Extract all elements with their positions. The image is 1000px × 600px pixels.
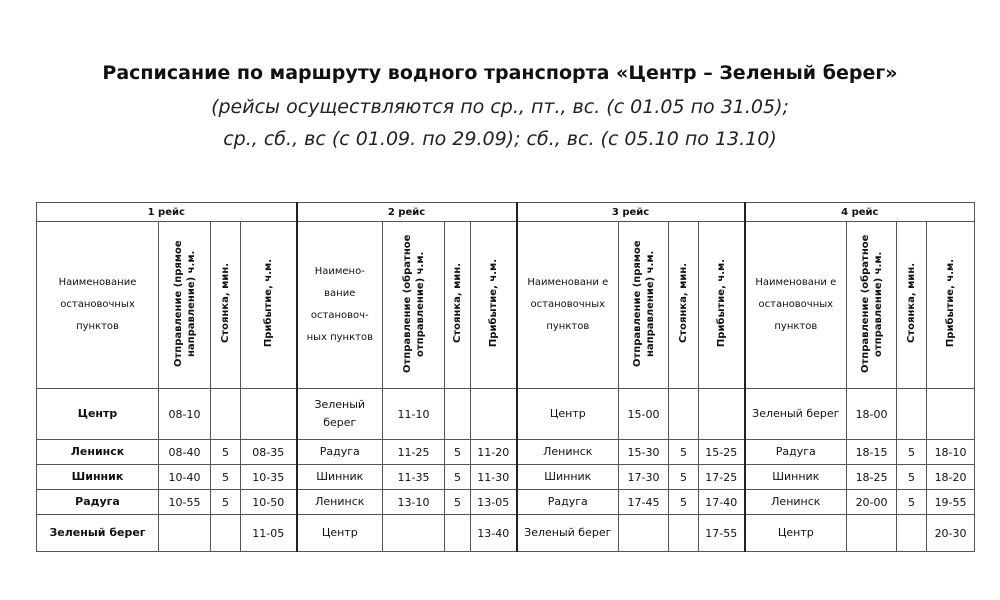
stop-duration [211, 389, 241, 440]
stop-name: Ленинск [37, 440, 159, 465]
departure-header [159, 222, 211, 389]
arrival-header [699, 222, 745, 389]
arrival-time [241, 389, 297, 440]
departure-time: 17-45 [619, 490, 669, 515]
stop-name: Центр [745, 515, 847, 552]
stop-duration: 5 [445, 465, 471, 490]
stop-name: Зеленый берег [297, 389, 383, 440]
departure-time: 11-25 [383, 440, 445, 465]
stop-name: Зеленый берег [37, 515, 159, 552]
table-row [37, 515, 975, 552]
table-row [37, 389, 975, 440]
departure-time: 15-00 [619, 389, 669, 440]
stop-duration: 5 [445, 490, 471, 515]
departure-time [619, 515, 669, 552]
stop-name: Радуга [37, 490, 159, 515]
stop-header [897, 222, 927, 389]
stop-name: Ленинск [517, 440, 619, 465]
trip-header-row [37, 203, 975, 222]
departure-header-text: Отправление (прямое направление) ч.м. [172, 240, 197, 367]
departure-time: 10-55 [159, 490, 211, 515]
stop-name: Радуга [517, 490, 619, 515]
departure-time: 15-30 [619, 440, 669, 465]
departure-time [159, 515, 211, 552]
arrival-header-text: Прибытие, ч.м. [945, 259, 957, 348]
departure-time: 10-40 [159, 465, 211, 490]
departure-header [847, 222, 897, 389]
departure-time: 18-00 [847, 389, 897, 440]
schedule-period-line-2: ср., сб., вс (с 01.09. по 29.09); сб., вс. (с 05.10 по 13.10) [223, 128, 777, 150]
arrival-time [699, 389, 745, 440]
stop-duration: 5 [669, 440, 699, 465]
stop-name-header: Наименовани е остановочных пунктов [745, 222, 847, 389]
schedule-table [36, 202, 975, 552]
stop-duration [669, 515, 699, 552]
table-row [37, 465, 975, 490]
stop-name: Радуга [297, 440, 383, 465]
stop-name-header: Наименование остановочных пунктов [37, 222, 159, 389]
arrival-header [927, 222, 975, 389]
stop-duration: 5 [211, 490, 241, 515]
stop-name: Центр [297, 515, 383, 552]
arrival-time: 11-05 [241, 515, 297, 552]
trip-label-2: 2 рейс [297, 203, 517, 222]
departure-time: 18-15 [847, 440, 897, 465]
departure-time: 08-40 [159, 440, 211, 465]
arrival-time [471, 389, 517, 440]
arrival-time: 11-30 [471, 465, 517, 490]
arrival-time: 17-55 [699, 515, 745, 552]
stop-name-header: Наимено-вание остановоч-ных пунктов [297, 222, 383, 389]
stop-duration [669, 389, 699, 440]
arrival-time: 18-20 [927, 465, 975, 490]
stop-name: Ленинск [297, 490, 383, 515]
arrival-header [471, 222, 517, 389]
arrival-time: 13-05 [471, 490, 517, 515]
arrival-time: 19-55 [927, 490, 975, 515]
arrival-time: 18-10 [927, 440, 975, 465]
stop-header-text: Стоянка, мин. [678, 263, 690, 344]
stop-duration: 5 [897, 490, 927, 515]
departure-header [619, 222, 669, 389]
arrival-header [241, 222, 297, 389]
departure-header-text: Отправление (обратное отправление) ч.м. [859, 234, 884, 373]
departure-header [383, 222, 445, 389]
trip-label-3: 3 рейс [517, 203, 745, 222]
arrival-time [927, 389, 975, 440]
stop-header-text: Стоянка, мин. [906, 263, 918, 344]
stop-header [211, 222, 241, 389]
stop-name: Шинник [297, 465, 383, 490]
stop-duration [897, 515, 927, 552]
departure-time: 20-00 [847, 490, 897, 515]
stop-name-header: Наименовани е остановочных пунктов [517, 222, 619, 389]
departure-header-text: Отправление (прямое направление) ч.м. [631, 240, 656, 367]
stop-duration: 5 [897, 440, 927, 465]
stop-duration [211, 515, 241, 552]
trip-label-4: 4 рейс [745, 203, 975, 222]
arrival-time: 17-25 [699, 465, 745, 490]
stop-duration: 5 [211, 440, 241, 465]
departure-time: 13-10 [383, 490, 445, 515]
arrival-time: 10-50 [241, 490, 297, 515]
schedule-body [37, 203, 975, 552]
arrival-header-text: Прибытие, ч.м. [262, 259, 274, 348]
arrival-header-text: Прибытие, ч.м. [487, 259, 499, 348]
stop-name: Зеленый берег [745, 389, 847, 440]
stop-duration: 5 [897, 465, 927, 490]
stop-name: Ленинск [745, 490, 847, 515]
departure-time: 18-25 [847, 465, 897, 490]
departure-time: 17-30 [619, 465, 669, 490]
table-row [37, 440, 975, 465]
stop-name: Шинник [517, 465, 619, 490]
stop-duration: 5 [669, 490, 699, 515]
trip-label-1: 1 рейс [37, 203, 297, 222]
stop-name: Зеленый берег [517, 515, 619, 552]
stop-name: Радуга [745, 440, 847, 465]
stop-name: Шинник [745, 465, 847, 490]
arrival-time: 20-30 [927, 515, 975, 552]
arrival-time: 13-40 [471, 515, 517, 552]
page-title: Расписание по маршруту водного транспорта «Центр – Зеленый берег» [102, 62, 898, 84]
stop-duration [445, 515, 471, 552]
departure-time [847, 515, 897, 552]
stop-name: Шинник [37, 465, 159, 490]
arrival-time: 11-20 [471, 440, 517, 465]
arrival-time: 08-35 [241, 440, 297, 465]
arrival-header-text: Прибытие, ч.м. [715, 259, 727, 348]
stop-duration: 5 [211, 465, 241, 490]
stop-name: Центр [37, 389, 159, 440]
stop-header-text: Стоянка, мин. [452, 263, 464, 344]
departure-header-text: Отправление (обратное отправление) ч.м. [401, 234, 426, 373]
arrival-time: 17-40 [699, 490, 745, 515]
arrival-time: 15-25 [699, 440, 745, 465]
stop-duration [897, 389, 927, 440]
stop-duration: 5 [669, 465, 699, 490]
stop-duration [445, 389, 471, 440]
column-header-row [37, 222, 975, 389]
stop-header [445, 222, 471, 389]
schedule-period-line-1: (рейсы осуществляются по ср., пт., вс. (с 01.05 по 31.05); [211, 96, 789, 118]
departure-time [383, 515, 445, 552]
stop-header [669, 222, 699, 389]
departure-time: 08-10 [159, 389, 211, 440]
stop-name: Центр [517, 389, 619, 440]
stop-header-text: Стоянка, мин. [220, 263, 231, 344]
table-row [37, 490, 975, 515]
departure-time: 11-35 [383, 465, 445, 490]
arrival-time: 10-35 [241, 465, 297, 490]
stop-duration: 5 [445, 440, 471, 465]
departure-time: 11-10 [383, 389, 445, 440]
